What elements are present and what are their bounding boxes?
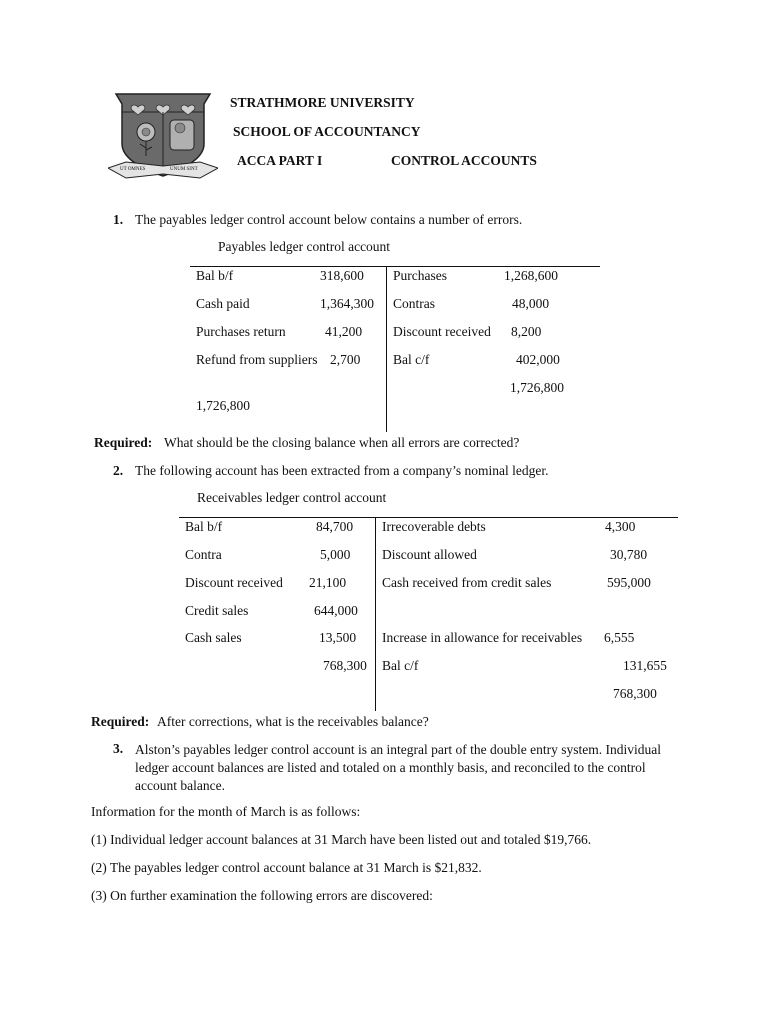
q1-debit-label-3: Purchases return [196, 324, 286, 339]
q1-credit-amount-1: 1,268,600 [504, 268, 558, 283]
q1-credit-amount-3: 8,200 [511, 324, 542, 339]
q3-number: 3. [113, 741, 124, 756]
q1-debit-total: 1,726,800 [196, 398, 250, 413]
q1-credit-label-4: Bal c/f [393, 352, 430, 367]
q3-info: Information for the month of March is as follows: [91, 804, 361, 819]
q1-required-label: Required: [94, 435, 153, 450]
q2-debit-amount-5: 13,500 [319, 630, 357, 645]
q2-credit-amount-1: 4,300 [605, 519, 636, 534]
q2-debit-label-2: Contra [185, 547, 222, 562]
q2-credit-total: 768,300 [613, 686, 657, 701]
q2-required-text: After corrections, what is the receivables balance? [157, 714, 429, 729]
q1-credit-total: 1,726,800 [510, 380, 564, 395]
q1-debit-amount-1: 318,600 [320, 268, 364, 283]
q3-point-3: (3) On further examination the following errors are discovered: [91, 888, 433, 903]
q1-debit-label-2: Cash paid [196, 296, 250, 311]
q1-credit-amount-2: 48,000 [512, 296, 550, 311]
q2-debit-amount-1: 84,700 [316, 519, 354, 534]
q3-point-1: (1) Individual ledger account balances at 31 March have been listed out and totaled $19,766. [91, 832, 592, 847]
topic-title: CONTROL ACCOUNTS [391, 153, 537, 168]
q2-credit-label-2: Discount allowed [382, 547, 477, 562]
q2-debit-label-3: Discount received [185, 575, 283, 590]
q2-debit-amount-2: 5,000 [320, 547, 351, 562]
q1-debit-amount-2: 1,364,300 [320, 296, 374, 311]
q3-point-2: (2) The payables ledger control account balance at 31 March is $21,832. [91, 860, 482, 875]
q2-credit-amount-3: 595,000 [607, 575, 651, 590]
q1-account-title: Payables ledger control account [218, 239, 391, 254]
q1-debit-label-4: Refund from suppliers [196, 352, 318, 367]
q2-text: The following account has been extracted from a company’s nominal ledger. [135, 463, 549, 478]
school-name: SCHOOL OF ACCOUNTANCY [233, 124, 421, 139]
q2-credit-label-1: Irrecoverable debts [382, 519, 486, 534]
q1-credit-label-1: Purchases [393, 268, 447, 283]
q2-debit-label-4: Credit sales [185, 603, 249, 618]
q1-debit-label-1: Bal b/f [196, 268, 234, 283]
q2-number: 2. [113, 463, 124, 478]
q1-t-account-top-rule [190, 266, 600, 267]
q2-debit-label-1: Bal b/f [185, 519, 223, 534]
q1-debit-amount-3: 41,200 [325, 324, 363, 339]
q2-credit-amount-2: 30,780 [610, 547, 648, 562]
q1-credit-label-3: Discount received [393, 324, 491, 339]
university-crest [108, 92, 218, 182]
q2-required-label: Required: [91, 714, 150, 729]
crest-motto-right: UNUM SINT [170, 167, 198, 172]
q2-account-title: Receivables ledger control account [197, 490, 387, 505]
q2-debit-total: 768,300 [323, 658, 367, 673]
q1-debit-amount-4: 2,700 [330, 352, 361, 367]
q2-credit-label-3: Cash received from credit sales [382, 575, 552, 590]
q2-credit-label-5: Bal c/f [382, 658, 419, 673]
q1-credit-label-2: Contras [393, 296, 435, 311]
course-part: ACCA PART I [237, 153, 323, 168]
q3-text: Alston’s payables ledger control account is an integral part of the double entry system. Individual ledger account balances are listed and totaled on a monthly basis, and reconciled to the control account balance. [135, 742, 661, 793]
q1-number: 1. [113, 212, 124, 227]
q1-text: The payables ledger control account below contains a number of errors. [135, 212, 523, 227]
q1-required-text: What should be the closing balance when all errors are corrected? [164, 435, 520, 450]
q1-t-account-divider [386, 266, 387, 432]
q2-credit-amount-5: 131,655 [623, 658, 667, 673]
q2-debit-label-5: Cash sales [185, 630, 242, 645]
q2-credit-label-4: Increase in allowance for receivables [382, 630, 583, 645]
q2-credit-amount-4: 6,555 [604, 630, 635, 645]
q1-credit-amount-4: 402,000 [516, 352, 560, 367]
university-name: STRATHMORE UNIVERSITY [230, 95, 415, 110]
crest-motto-left: UT OMNES [120, 167, 146, 172]
q2-t-account-top-rule [179, 517, 678, 518]
q2-t-account-divider [375, 517, 376, 711]
q2-debit-amount-3: 21,100 [309, 575, 347, 590]
q2-debit-amount-4: 644,000 [314, 603, 358, 618]
